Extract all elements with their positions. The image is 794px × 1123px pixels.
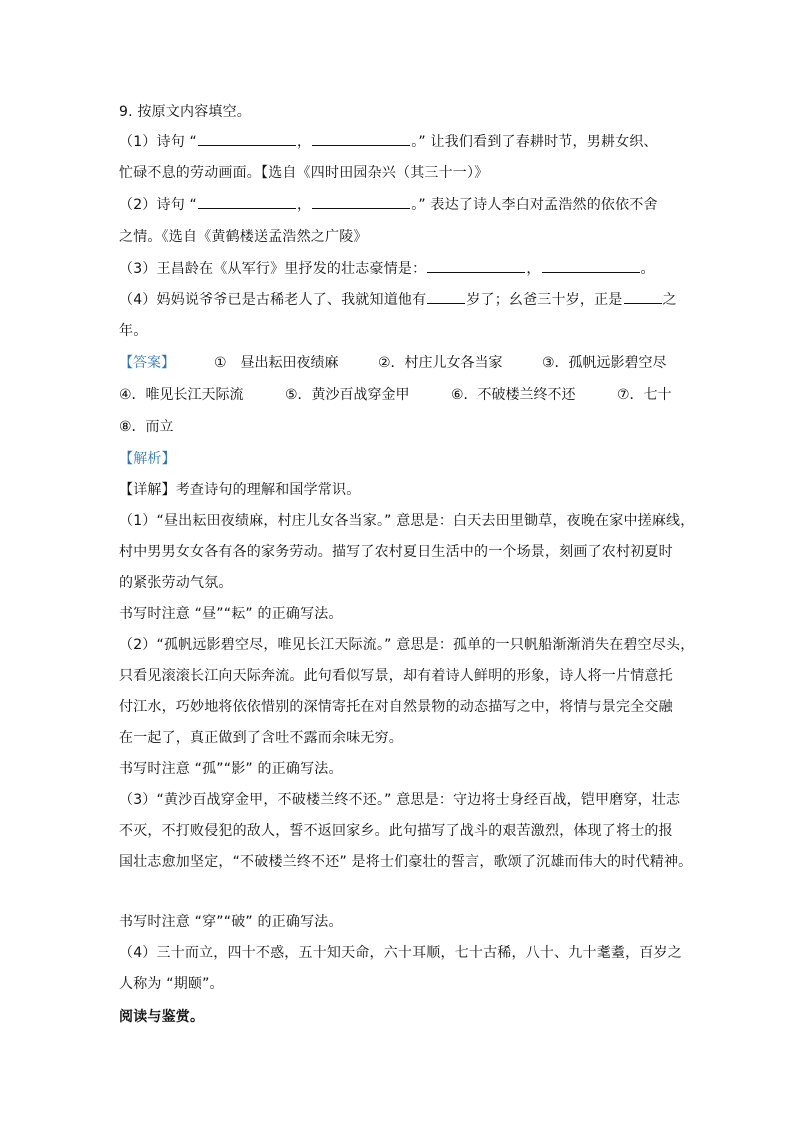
fill-blank[interactable] [312,133,410,146]
analysis-line: 国壮志愈加坚定，“不破楼兰终不还” 是将士们豪壮的誓言，歌颂了沉雄而伟大的时代精神。 [119,854,693,870]
analysis-line: （3）“黄沙百战穿金甲，不破楼兰终不还。” 意思是：守边将士身经百战，铠甲磨穿，壮志 [119,792,681,808]
part-1-suffix: 。” 让我们看到了春耕时节，男耕女织、 [411,134,658,150]
fill-blank[interactable] [542,260,640,273]
answer-item: ① 昼出耘田夜绩麻 [214,355,339,371]
question-9-part-4 [119,291,677,309]
analysis-line: （4）三十而立，四十不惑，五十知天命，六十耳顺，七十古稀，八十、九十耄耋，百岁之 [119,945,682,961]
question-9-part-4-line-2: 年。 [119,323,148,339]
analysis-line: 只看见滚滚长江向天际奔流。此句看似写景，却有着诗人鲜明的形象，诗人将一片情意托 [119,668,673,684]
part-2-separator: ， [297,197,312,213]
part-1-prefix: （1）诗句 “ [119,134,198,150]
analysis-line: （1）“昼出耘田夜绩麻，村庄儿女各当家。” 意思是：白天去田里锄草，夜晚在家中搓麻线， [119,513,695,529]
answer-item: ⑦．七十 [617,387,672,403]
part-4-middle: 岁了；幺爸三十岁，正是 [466,292,623,308]
fill-blank[interactable] [312,196,410,209]
analysis-line: （2）“孤帆远影碧空尽，唯见长江天际流。” 意思是：孤单的一只帆船渐渐消失在碧空尽头， [119,637,695,653]
analysis-tag: 【解析】 [119,451,176,467]
analysis-line: 在一起了，真正做到了含吐不露而余味无穷。 [119,730,403,746]
analysis-line: 付江水，巧妙地将依依惜别的深情寄托在对自然景物的动态描写之中，将情与景完全交融 [119,699,673,715]
part-3-separator: ， [526,261,541,277]
analysis-line: 不灭，不打败侵犯的敌人，誓不返回家乡。此句描写了战斗的艰苦激烈，体现了将士的报 [119,823,673,839]
analysis-line: 书写时注意 “昼”“耘” 的正确写法。 [119,606,343,622]
answer-item: ⑤．黄沙百战穿金甲 [285,387,410,403]
part-4-prefix: （4）妈妈说爷爷已是古稀老人了、我就知道他有 [119,292,427,308]
part-1-separator: ， [297,134,312,150]
question-9-part-2-line-2: 之情。《选自《黄鹤楼送孟浩然之广陵》 [119,229,368,245]
part-2-suffix: 。” 表达了诗人李白对孟浩然的依依不舍 [411,197,658,213]
question-9-part-3 [119,260,655,278]
question-9-part-1 [119,133,658,151]
fill-blank[interactable] [198,133,296,146]
analysis-line: 书写时注意 “穿”“破” 的正确写法。 [119,914,343,930]
fill-blank[interactable] [624,291,662,304]
question-9-part-2 [119,196,658,214]
answer-item: ②．村庄儿女各当家 [378,355,503,371]
answer-item: ④．唯见长江天际流 [119,387,244,403]
analysis-line: 【详解】考查诗句的理解和国学常识。 [119,482,361,498]
answer-tag: 【答案】 [119,355,175,371]
section-title: 阅读与鉴赏。 [119,1009,205,1025]
part-3-suffix: 。 [640,261,655,277]
fill-blank[interactable] [198,196,296,209]
answer-item: ⑥．不破楼兰终不还 [451,387,576,403]
analysis-line: 人称为 “期颐”。 [119,976,224,992]
part-4-suffix: 之 [662,292,677,308]
analysis-line: 的紧张劳动气氛。 [119,575,233,591]
fill-blank[interactable] [427,291,465,304]
answer-item: ⑧．而立 [119,419,174,435]
question-9-part-1-line-2: 忙碌不息的劳动画面。【选自《四时田园杂兴（其三十一）》 [119,165,489,181]
part-3-prefix: （3）王昌龄在《从军行》里抒发的壮志豪情是： [119,261,427,277]
answer-item: ③．孤帆远影碧空尽 [542,355,667,371]
analysis-line: 书写时注意 “孤”“影” 的正确写法。 [119,761,343,777]
part-2-prefix: （2）诗句 “ [119,197,198,213]
question-9-title: 9. 按原文内容填空。 [119,104,252,120]
fill-blank[interactable] [427,260,525,273]
analysis-line: 村中男男女女各有各的家务劳动。描写了农村夏日生活中的一个场景，刻画了农村初夏时 [119,544,673,560]
